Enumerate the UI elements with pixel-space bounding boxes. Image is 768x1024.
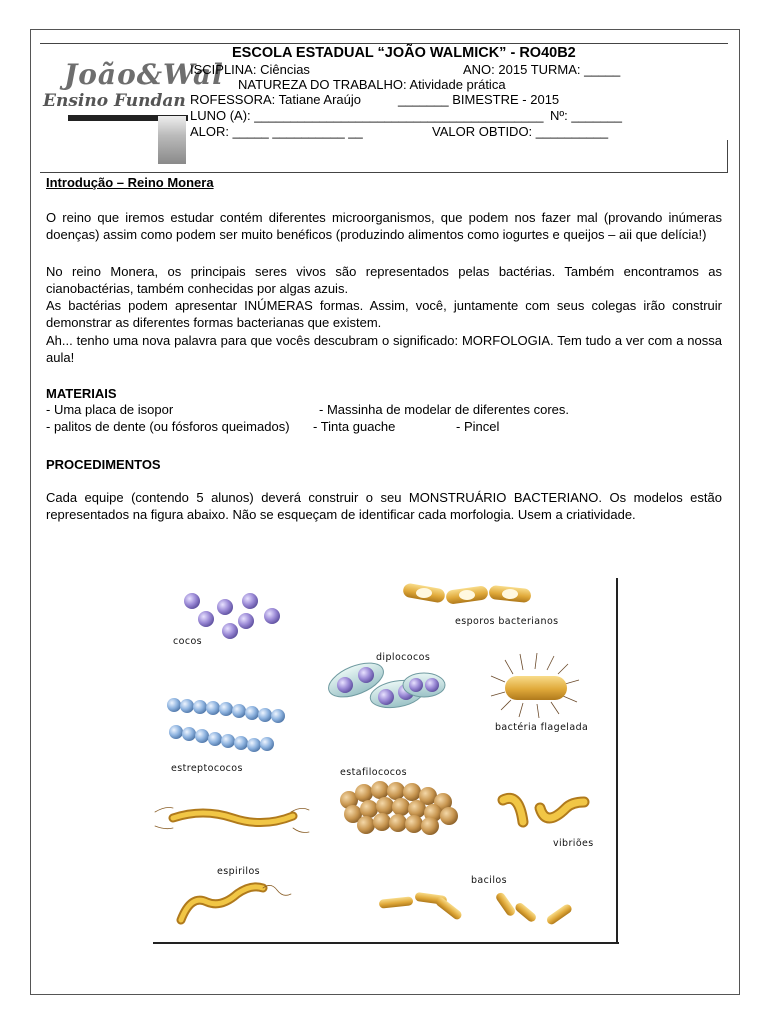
bacteria-morphology-figure: [153, 578, 619, 944]
student-field: LUNO (A): ________________________________________: [190, 108, 544, 123]
header-right-rule: [727, 140, 728, 173]
logo-line-2: Ensino Fundan: [43, 91, 186, 111]
intro-heading: Introdução – Reino Monera: [46, 175, 214, 190]
logo-line-1: João&Wal: [64, 58, 224, 91]
label-estreptococos: estreptococos: [171, 763, 243, 774]
label-estafilococos: estafilococos: [340, 767, 407, 778]
cocos-illustration: [184, 593, 280, 639]
intro-paragraph-1: O reino que iremos estudar contém diferentes microorganismos, que podem nos fazer mal (provando inúmeras doenças) assim como podem ser muito benéficos (produzindo alimentos como iogurtes e queijos – aii que delícia!): [46, 210, 722, 242]
material-item: - palitos de dente (ou fósforos queimados): [46, 419, 290, 434]
discipline-field: ISCIPLINA: Ciências: [190, 62, 310, 77]
procedures-text: Cada equipe (contendo 5 alunos) deverá construir o seu MONSTRUÁRIO BACTERIANO. Os modelos estão representados na figura abaixo. Não se esqueçam de identificar cada morfologia. Usem a criatividade.: [46, 490, 722, 522]
value-obtained-field: VALOR OBTIDO: __________: [432, 124, 609, 139]
estafilococos-illustration: [340, 781, 458, 835]
header-bottom-rule: [40, 172, 728, 173]
header-top-rule: [40, 43, 728, 44]
label-vibrioes: vibriões: [553, 838, 594, 849]
bacilos-illustration: [379, 891, 574, 926]
esporos-illustration: [402, 582, 532, 604]
espirilos-illustration: [155, 808, 309, 921]
teacher-field: ROFESSORA: Tatiane Araújo: [190, 92, 362, 107]
value-field: ALOR: _____ __________ __: [190, 124, 363, 139]
material-item: - Massinha de modelar de diferentes cores.: [319, 402, 570, 417]
school-logo: [40, 56, 224, 166]
procedures-heading: PROCEDIMENTOS: [46, 457, 161, 472]
number-field: Nº: _______: [550, 108, 622, 123]
label-espirilos: espirilos: [217, 866, 261, 877]
materials-heading: MATERIAIS: [46, 386, 117, 401]
logo-photo: [158, 116, 186, 164]
label-cocos: cocos: [173, 636, 203, 647]
year-class-field: ANO: 2015 TURMA: _____: [463, 62, 621, 77]
flagellated-body: [505, 676, 567, 700]
bimester-field: _______ BIMESTRE - 2015: [398, 92, 560, 107]
intro-paragraph-2: No reino Monera, os principais seres vivos são representados pelas bactérias. Também encontramos as cianobactérias, também conhecidas por algas azuis.: [46, 264, 722, 296]
work-nature-field: NATUREZA DO TRABALHO: Atividade prática: [238, 77, 506, 92]
label-esporos: esporos bacterianos: [455, 616, 559, 627]
label-bacilos: bacilos: [471, 875, 507, 886]
material-item: - Tinta guache: [313, 419, 396, 434]
material-item: - Pincel: [456, 419, 500, 434]
diplococos-illustration: [324, 656, 445, 711]
school-title: ESCOLA ESTADUAL “JOÃO WALMICK” - RO40B2: [232, 45, 576, 61]
material-item: - Uma placa de isopor: [46, 402, 174, 417]
label-diplococos: diplococos: [376, 652, 431, 663]
estreptococos-illustration: [167, 698, 285, 752]
intro-paragraph-4: Ah... tenho uma nova palavra para que vocês descubram o significado: MORFOLOGIA. Tem tudo a ver com a nossa aula!: [46, 333, 722, 365]
intro-paragraph-3: As bactérias podem apresentar INÚMERAS formas. Assim, você, juntamente com seus colegas irão construir demonstrar as diferentes formas bacterianas que existem.: [46, 298, 722, 330]
label-flagelada: bactéria flagelada: [495, 722, 589, 733]
vibrioes-illustration: [503, 798, 584, 822]
